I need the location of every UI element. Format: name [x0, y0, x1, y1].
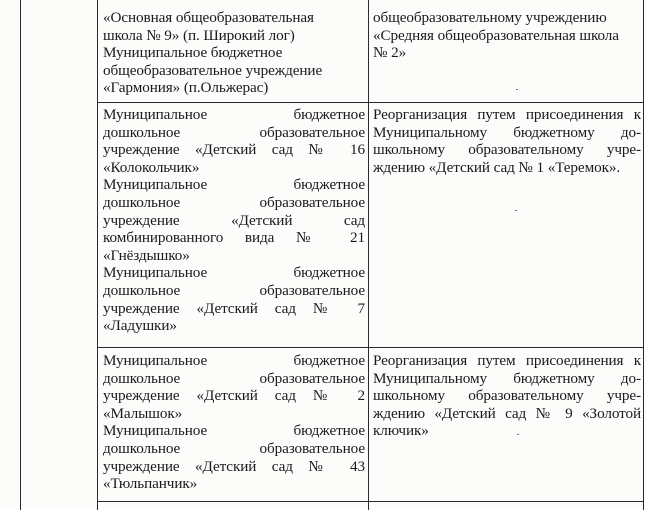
text-line: дошкольное образовательное — [103, 193, 365, 211]
table-cell-row2-action — [373, 106, 641, 176]
text-line: Реорганизация путем присоединения к — [373, 106, 641, 123]
column-divider-2 — [368, 0, 369, 510]
text-line: комбинированного вида № 21 — [103, 229, 365, 247]
text-line: «Основная общеобразовательная — [103, 9, 314, 26]
text-line: «Ладушки» — [103, 317, 177, 335]
table-cell-row2-institutions — [103, 106, 365, 335]
text-line: Муниципальное бюджетное — [103, 106, 365, 123]
text-line: школа № 9» (п. Широкий лог) — [103, 26, 295, 44]
text-line: Реорганизация путем присоединения к — [373, 352, 641, 369]
text-line: «Колокольчик» — [103, 158, 200, 176]
table-cell-row3-institutions — [103, 352, 365, 493]
text-line: Муниципальное бюджетное — [103, 422, 365, 440]
text-line: «Гармония» (п.Ольжерас) — [103, 79, 269, 97]
scan-speck — [517, 434, 519, 435]
text-line: ждению «Детский сад № 1 «Теремок». — [373, 158, 621, 176]
text-line: Муниципальному бюджетному до- — [373, 123, 641, 141]
text-line: школьному образовательному учре- — [373, 387, 641, 405]
text-line: ждению «Детский сад № 9 «Золотой — [373, 404, 641, 422]
text-line: № 2» — [373, 44, 407, 62]
table-cell-row3-action — [373, 352, 641, 440]
text-line: Муниципальному бюджетному до- — [373, 369, 641, 387]
table-cell-row1-action — [373, 9, 641, 62]
text-line: общеобразовательному учреждению — [373, 9, 607, 26]
text-line: «Средняя общеобразовательная школа — [373, 26, 619, 44]
text-line: Муниципальное бюджетное — [103, 264, 365, 282]
table-cell-row1-institutions — [103, 9, 365, 97]
table-border-left — [20, 0, 21, 510]
row-divider-2 — [97, 347, 644, 348]
text-line: учреждение «Детский сад № 2 — [103, 387, 365, 405]
text-line: учреждение «Детский сад — [103, 211, 365, 229]
text-line: дошкольное образовательное — [103, 281, 365, 299]
text-line: Муниципальное бюджетное — [103, 176, 365, 194]
scan-speck — [515, 210, 517, 211]
text-line: дошкольное образовательное — [103, 439, 365, 457]
column-divider-1 — [97, 0, 98, 510]
text-line: школьному образовательному учре- — [373, 141, 641, 159]
text-line: «Гнёздышко» — [103, 246, 190, 264]
text-line: Муниципальное бюджетное — [103, 44, 283, 62]
text-line: дошкольное образовательное — [103, 369, 365, 387]
text-line: «Малышок» — [103, 404, 183, 422]
text-line: ключик» — [373, 422, 429, 440]
scan-speck — [516, 89, 518, 90]
text-line: Муниципальное бюджетное — [103, 352, 365, 369]
text-line: общеобразовательное учреждение — [103, 61, 323, 79]
text-line: учреждение «Детский сад № 16 — [103, 141, 365, 159]
text-line: «Тюльпанчик» — [103, 475, 198, 493]
text-line: дошкольное образовательное — [103, 123, 365, 141]
text-line: учреждение «Детский сад № 7 — [103, 299, 365, 317]
row-divider-3 — [97, 501, 644, 502]
text-line: учреждение «Детский сад № 43 — [103, 457, 365, 475]
row-divider-1 — [97, 102, 644, 103]
table-border-right — [643, 0, 644, 510]
